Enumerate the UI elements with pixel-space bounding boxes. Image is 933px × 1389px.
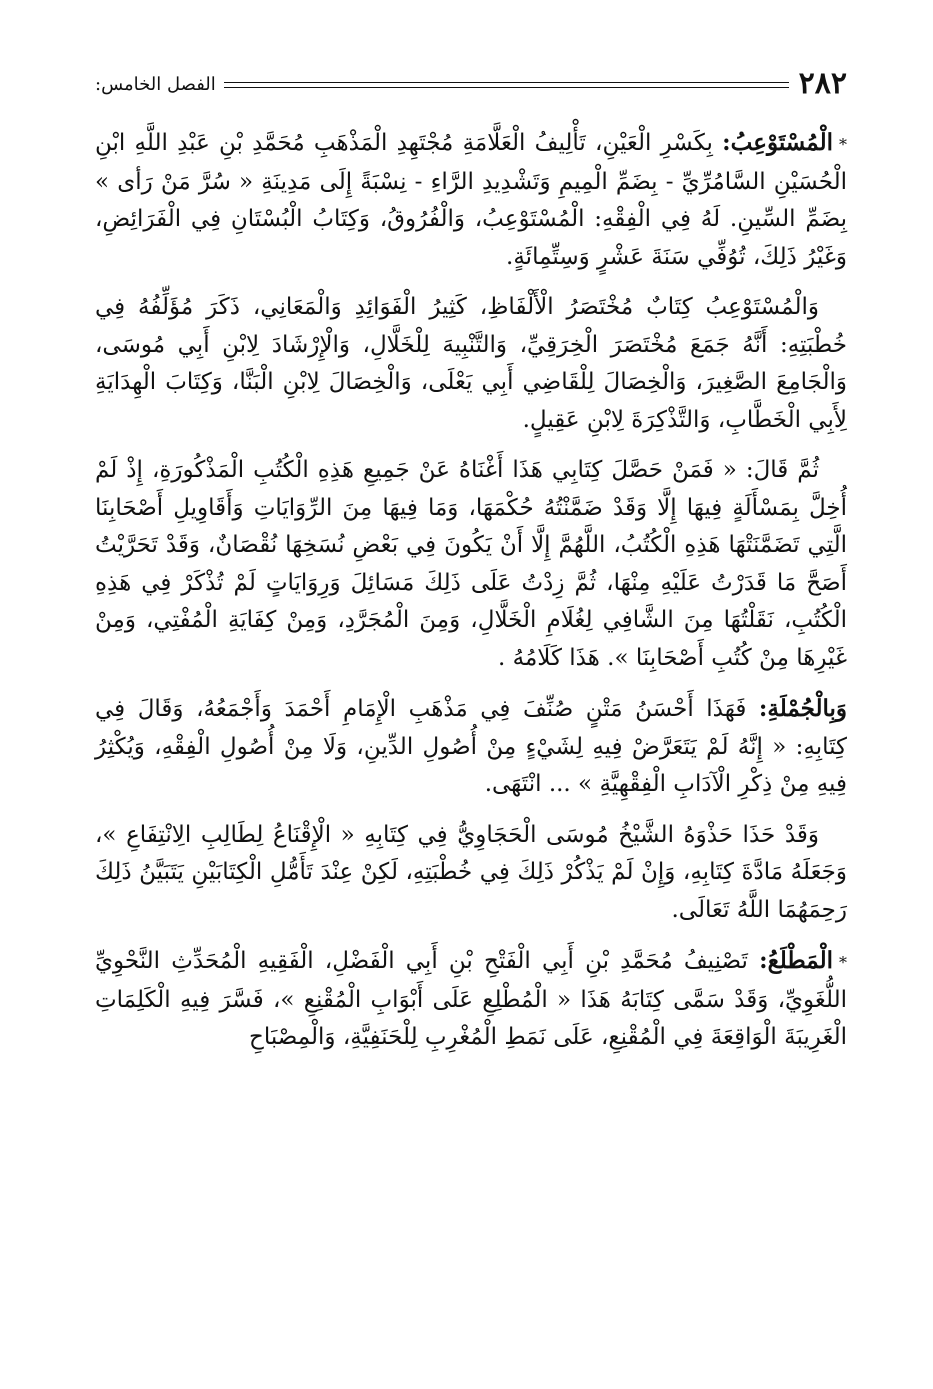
paragraph-mustawib	[95, 124, 847, 276]
book-page	[95, 62, 847, 1070]
bullet-marker: *	[839, 135, 847, 154]
paragraph-hajjawi	[95, 817, 847, 930]
paragraph-text: بِكَسْرِ الْعَيْنِ، تَأْلِيفُ الْعَلَّامَةِ مُجْتَهِدِ الْمَذْهَبِ مُحَمَّدِ بْنِ عَبْدِ اللَّهِ ابْنِ الْحُسَيْنِ السَّامُرِّيِّ - بِضَمِّ الْمِيمِ وَتَشْدِيدِ الرَّاءِ - نِسْبَةً إِلَى مَدِينَةِ « سُرَّ مَنْ رَأى » بِضَمِّ السِّينِ. لَهُ فِي الْفِقْهِ: الْمُسْتَوْعِبُ، وَالْفُرُوقُ، وَكِتَابُ الْبُسْتَانِ فِي الْفَرَائِضِ، وَغَيْرُ ذَلِكَ، تُوُفِّي سَنَةَ عَشْرٍ وَسِتِّمِائَةٍ.	[95, 130, 847, 270]
paragraph-text: تَصْنِيفُ مُحَمَّدِ بْنِ أَبِي الْفَتْحِ بْنِ أَبِي الْفَضْلِ، الْفَقِيهِ الْمُحَدِّثِ النَّحْوِيِّ اللُّغَوِيِّ، وَقَدْ سَمَّى كِتَابَهُ هَذَا « الْمُطْلِعِ عَلَى أَبْوَابِ الْمُقْنِعِ »، فَسَّرَ فِيهِ الْكَلِمَاتِ الْغَرِيبَةَ الْوَاقِعَةَ فِي الْمُقْنِعِ، عَلَى نَمَطِ الْمُغْرِبِ لِلْحَنَفِيَّةِ، وَالْمِصْبَاحِ	[95, 948, 847, 1050]
body-text	[95, 124, 847, 1057]
paragraph-matla	[95, 942, 847, 1057]
paragraph-summary	[95, 690, 847, 804]
paragraph-text: فَهَذَا أَحْسَنُ مَتْنٍ صُنِّفَ فِي مَذْهَبِ الْإِمَامِ أَحْمَدَ وَأَجْمَعُهُ، وَقَالَ فِي كِتَابِهِ: « إِنَّهُ لَمْ يَتَعَرَّضْ فِيهِ لِشَيْءٍ مِنْ أُصُولِ الدِّينِ، وَلَا مِنْ أُصُولِ الْفِقْهِ، وَيُكْثِرُ فِيهِ مِنْ ذِكْرِ الْآدَابِ الْفِقْهِيَّةِ » ... انْتَهَى.	[95, 696, 847, 797]
entry-term: وَبِالْجُمْلَةِ:	[758, 695, 847, 722]
paragraph-text: ثُمَّ قَالَ: « فَمَنْ حَصَّلَ كِتَابِي هَذَا أَغْنَاهُ عَنْ جَمِيعِ هَذِهِ الْكُتُبِ الْمَذْكُورَةِ، إِذْ لَمْ أُخِلَّ بِمَسْأَلَةٍ فِيهَا إِلَّا وَقَدْ ضَمَّنْتُهُ حُكْمَهَا، وَمَا فِيهَا مِنَ الرِّوَايَاتِ وَأَقَاوِيلِ أَصْحَابِنَا الَّتِي تَضَمَّنَتْهَا هَذِهِ الْكُتُبُ، اللَّهُمَّ إِلَّا أَنْ يَكُونَ فِي بَعْضِ نُسَخِهَا نُقْصَانٌ، وَقَدْ تَحَرَّيْتُ أَصَحَّ مَا قَدَرْتُ عَلَيْهِ مِنْهَا، ثُمَّ زِدْتُ عَلَى ذَلِكَ مَسَائِلَ وَرِوَايَاتٍ لَمْ تُذْكَرْ فِي هَذِهِ الْكُتُبِ، نَقَلْتُهَا مِنَ الشَّافِي لِغُلَامِ الْخَلَّالِ، وَمِنَ الْمُجَرَّدِ، وَمِنْ كِفَايَةِ الْمُفْتِي، وَمِنْ غَيْرِهَا مِنْ كُتُبِ أَصْحَابِنَا ». هَذَا كَلَامُهُ .	[95, 457, 847, 671]
bullet-marker: *	[839, 953, 847, 972]
paragraph-text: وَالْمُسْتَوْعِبُ كِتَابٌ مُخْتَصَرُ الْأَلْفَاظِ، كَثِيرُ الْفَوَائِدِ وَالْمَعَانِي، ذَكَرَ مُؤَلِّفُهُ فِي خُطْبَتِهِ: أَنَّهُ جَمَعَ مُخْتَصَرَ الْخِرَقِيِّ، وَالتَّنْبِيهَ لِلْخَلَّالِ، وَالْإِرْشَادَ لِابْنِ أَبِي مُوسَى، وَالْجَامِعَ الصَّغِيرَ، وَالْخِصَالَ لِلْقَاضِي أَبِي يَعْلَى، وَالْخِصَالَ لِابْنِ الْبَنَّا، وَكِتَابَ الْهِدَايَةِ لِأَبِي الْخَطَّابِ، وَالتَّذْكِرَةَ لِابْنِ عَقِيلٍ.	[95, 294, 847, 433]
paragraph-quote	[95, 452, 847, 677]
entry-term: الْمُسْتَوْعِبُ:	[722, 129, 833, 156]
chapter-title: الفصل الخامس:	[95, 73, 216, 95]
paragraph-text: وَقَدْ حَذَا حَذْوَهُ الشَّيْخُ مُوسَى الْحَجَاوِيُّ فِي كِتَابِهِ « الْإِقْنَاعُ لِطَالِبِ الِانْتِفَاعِ »، وَجَعَلَهُ مَادَّةَ كِتَابِهِ، وَإِنْ لَمْ يَذْكُرْ ذَلِكَ فِي خُطْبَتِهِ، لَكِنْ عِنْدَ تَأَمُّلِ الْكِتَابَيْنِ يَتَبَيَّنُ ذَلِكَ رَحِمَهُمَا اللَّهُ تَعَالَى.	[95, 821, 847, 923]
paragraph-mustawib-description	[95, 289, 847, 439]
page-number: ٢٨٢	[798, 66, 847, 101]
entry-term: الْمَطْلَعُ:	[759, 947, 833, 974]
header-rule	[224, 82, 789, 88]
running-header	[95, 62, 847, 106]
